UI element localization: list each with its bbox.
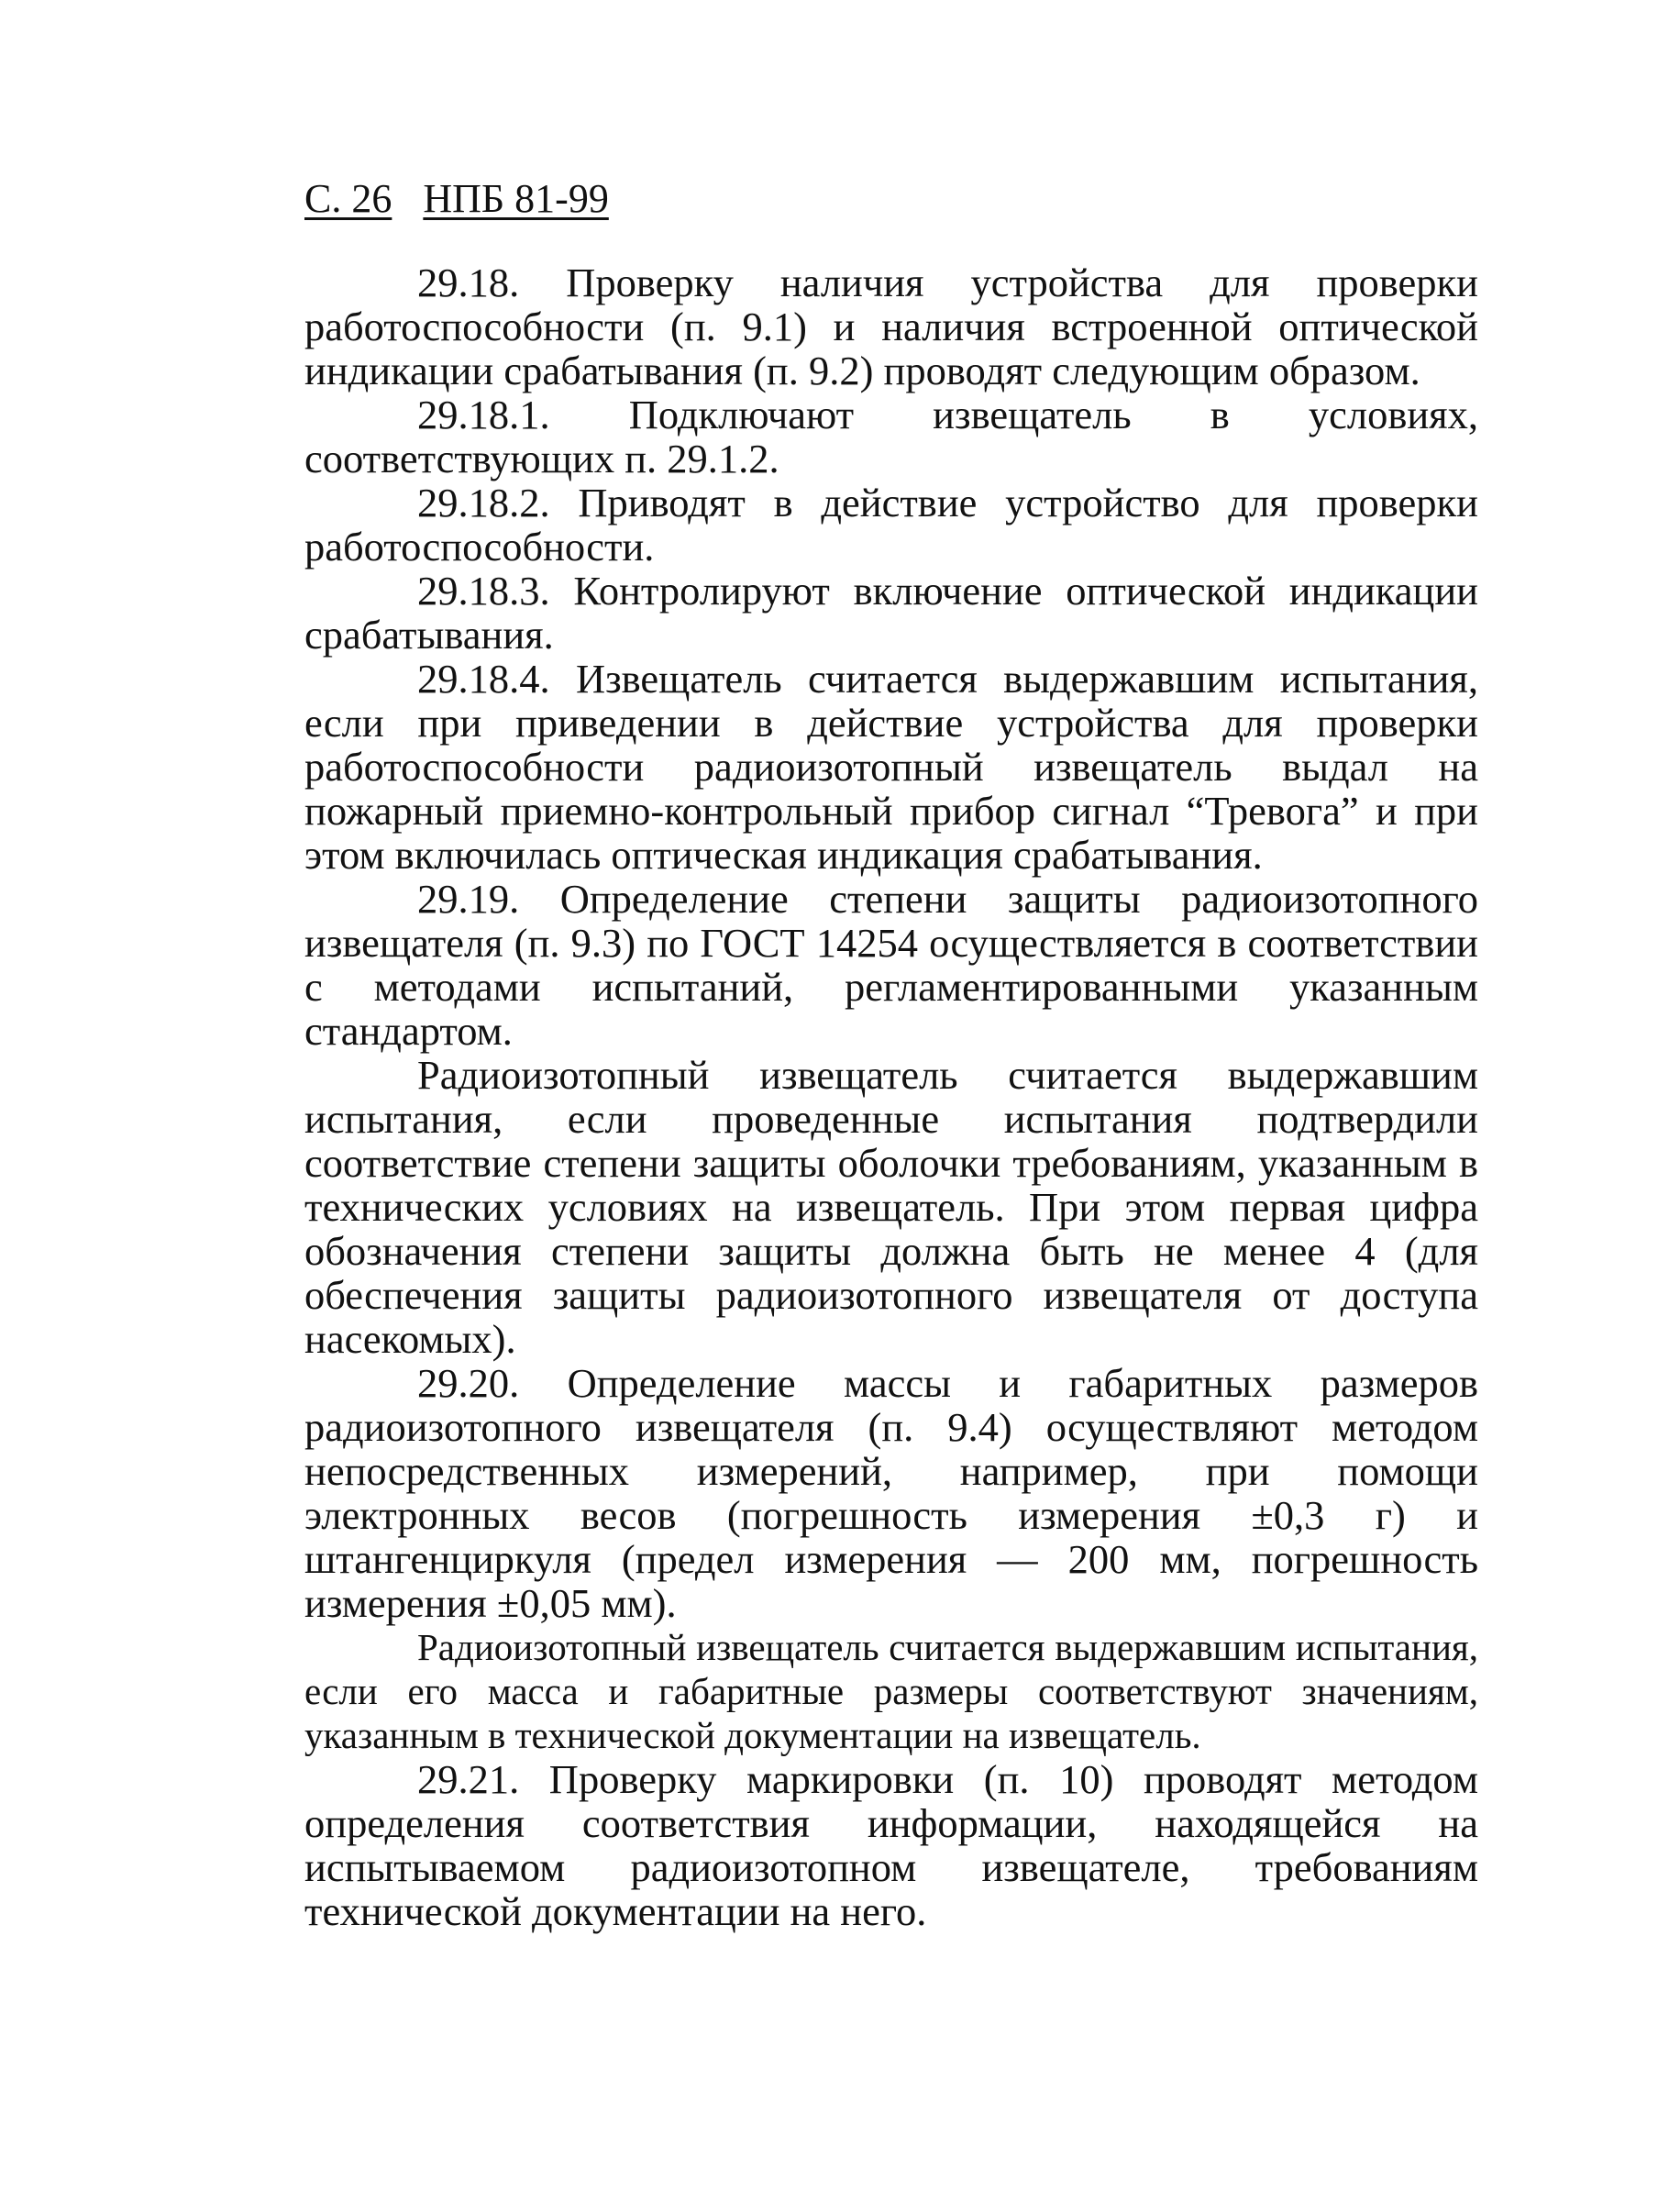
document-body	[304, 260, 1478, 1933]
page-number: С. 26	[304, 176, 392, 221]
paragraph-29-18: 29.18. Проверку наличия устройства для проверки работоспособности (п. 9.1) и наличия встроенной оптической индикации срабатывания (п. 9.2) проводят следующим образом.	[304, 260, 1478, 393]
paragraph-29-21: 29.21. Проверку маркировки (п. 10) проводят методом определения соответствия информации, находящейся на испытываемом радиоизотопном извещателе, требованиям технической документации на него.	[304, 1756, 1478, 1934]
paragraph-29-19-result: Радиоизотопный извещатель считается выдержавшим испытания, если проведенные испытания подтвердили соответствие степени защиты оболочки требованиям, указанным в технических условиях на извещатель. При этом первая цифра обозначения степени защиты должна быть не менее 4 (для обеспечения защиты радиоизотопного извещателя от доступа насекомых).	[304, 1052, 1478, 1362]
paragraph-29-19: 29.19. Определение степени защиты радиоизотопного извещателя (п. 9.3) по ГОСТ 14254 осуществляется в соответствии с методами испытаний, регламентированными указанным стандартом.	[304, 876, 1478, 1054]
paragraph-29-18-4: 29.18.4. Извещатель считается выдержавшим испытания, если при приведении в действие устройства для проверки работоспособности радиоизотопный извещатель выдал на пожарный приемно-контрольный прибор сигнал “Тревога” и при этом включилась оптическая индикация срабатывания.	[304, 656, 1478, 878]
paragraph-29-18-2: 29.18.2. Приводят в действие устройство для проверки работоспособности.	[304, 480, 1478, 570]
paragraph-29-20: 29.20. Определение массы и габаритных размеров радиоизотопного извещателя (п. 9.4) осуществляют методом непосредственных измерений, например, при помощи электронных весов (погрешность измерения ±0,3 г) и штангенциркуля (предел измерения — 200 мм, погрешность измерения ±0,05 мм).	[304, 1360, 1478, 1626]
document-code: НПБ 81-99	[423, 176, 609, 221]
paragraph-29-18-3: 29.18.3. Контролируют включение оптической индикации срабатывания.	[304, 568, 1478, 658]
page-header	[304, 174, 609, 224]
paragraph-29-18-1: 29.18.1. Подключают извещатель в условиях, соответствующих п. 29.1.2.	[304, 392, 1478, 481]
paragraph-29-20-result: Радиоизотопный извещатель считается выдержавшим испытания, если его масса и габаритные размеры соответствуют значениям, указанным в технической документации на извещатель.	[304, 1626, 1478, 1756]
